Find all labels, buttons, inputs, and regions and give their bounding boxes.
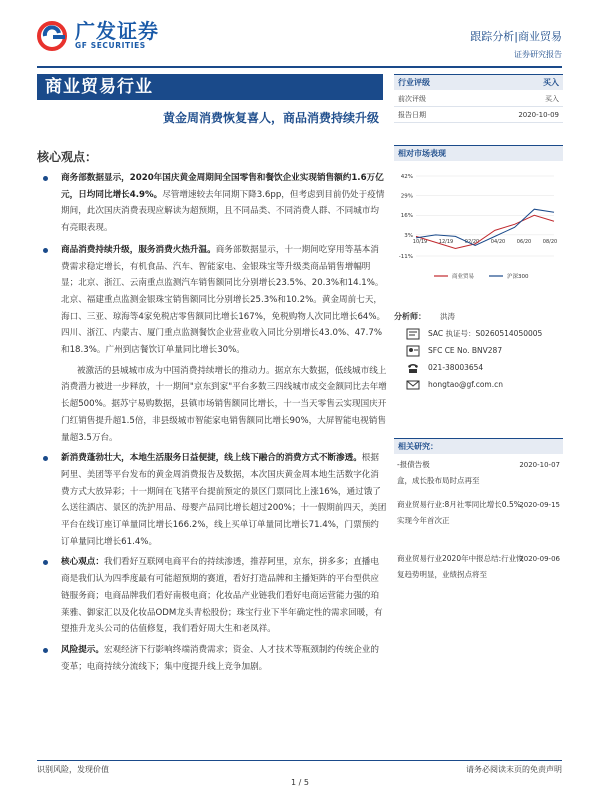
paragraph [37,363,387,447]
phone-icon [404,361,422,374]
sfc-row [394,342,563,359]
relative-performance-chart [394,168,563,288]
phone-number: 021-38003654 [428,363,484,372]
bullet-icon [43,648,48,653]
related-item[interactable] [394,551,560,583]
legend-label: 商业贸易 [452,274,475,280]
rating-header [394,74,563,90]
bullet-icon [43,248,48,253]
x-tick-label: 10/19 [412,238,428,245]
report-type: 跟踪分析|商业贸易 [470,30,562,43]
paragraph-lead: 新消费蓬勃壮大，本地生活服务日益便捷，线上线下融合的消费方式不断渗透。 [61,453,362,464]
company-logo [37,21,159,51]
y-tick-label: -11% [398,254,413,260]
report-date-row [394,107,563,123]
sac-number: SAC 执证号：S0260514050005 [428,329,543,338]
paragraph-body: 我们看好互联网电商平台的持续渗透，推荐阿里，京东，拼多多；直播电商是我们认为四季度最有可能超预期的赛道，看好打造品牌和主播矩阵的平台型供应链服务商；电商品牌我们看好南极电商；化妆品产业链我们看好电商运营能力强的珀莱雅、御家汇以及化妆品ODM龙头青松股份；珠宝行业下半年确定性的需求回暖，有望推升龙头公司的估值修复，我们看好周大生和老凤祥。 [61,557,383,635]
bullet-icon [43,560,48,565]
header-divider [37,66,562,68]
y-tick-label: 16% [400,213,413,220]
y-tick-label: 3% [404,232,413,239]
gf-logo-icon [37,21,71,51]
footer-divider [37,760,562,761]
logo-cn: 广发证券 [75,19,159,43]
paragraph-body: 被激活的县城城市成为中国消费持续增长的推动力。据京东大数据，低线城市线上消费潜力被进一步释放，十一期间"京东到家"平台多数三四线城市成交金额同比去年增长超500%。据苏宁易购数据，县镇市场销售额同比增长，十一当天零售云实现国庆开门红销售提升超1.5倍，非县级城市智能家电销售额同比增长90%，大屏智能电视销售量超3.5万台。 [61,365,387,443]
market-section-header: 相对市场表现 [394,145,563,161]
footer-disclaimer: 请务必阅读末页的免责声明 [466,765,562,774]
x-tick-label: 04/20 [490,238,506,245]
paragraph [37,170,387,237]
analyst-title: 分析师： [394,312,426,321]
related-research [394,438,563,583]
bullet-icon [43,176,48,181]
chart-svg [394,168,563,288]
report-subtitle: 黄金周消费恢复喜人，商品消费持续升级 [162,111,379,125]
report-date-label: 报告日期 [398,110,426,119]
sfc-number: SFC CE No. BNV287 [428,346,503,355]
related-date: 2020-09-06 [519,555,560,563]
related-date: 2020-10-07 [519,461,560,469]
paragraph-body: 商务部数据显示，十一期间吃穿用等基本消费需求稳定增长，有机食品、汽车、智能家电、金银珠宝等升级类商品销售增幅明显；北京、浙江、云南重点监测汽车销售额同比分别增长23.5%、20.3%和14.1%。北京、福建重点监测金银珠宝销售额同比分别增长25.3%和10.2%。黄金周前七天，海口、三亚、琼海等4家免税店零售额同比增长167%，免税购物人次同比增长64%。四川、浙江、内蒙古、厦门重点监测餐饮企业营业收入同比分别增长43.0%、47.7%和18.3%。广州到店餐饮订单量同比增长30%。 [61,244,386,356]
paragraph-lead: 风险提示。 [61,644,104,655]
related-title: 商业贸易行业:8月社零同比增长0.5%，实现今年首次正 [397,500,529,525]
paragraph-body: 根据阿里、美团等平台发布的黄金周消费报告及数据，本次国庆黄金周本地生活数字化消费方式大放异彩；十一期间在飞猪平台提前预定的景区门票同比上涨16%，通过饿了么送往酒店、景区的洗护用品、母婴产品同比增长超过200%；十一假期前四天，美团平台在线订座订单量同比增长166.2%，线上买单订单量同比增长71.4%，门票预约订单量同比增长61.4%。 [61,453,387,547]
page-number: 1 / 5 [291,778,309,787]
paragraph-lead: 商品消费持续升级，服务消费火热升温。 [61,244,216,255]
related-item[interactable] [394,497,560,529]
paragraph [37,242,387,359]
paragraph [37,642,387,675]
header-right [470,28,562,60]
rating-details [394,91,563,123]
report-category: 证券研究报告 [514,50,562,59]
footer-slogan: 识别风险，发现价值 [37,765,109,774]
email-address[interactable]: hongtao@gf.com.cn [428,380,503,389]
main-text [37,170,387,675]
paragraph-body: 宏观经济下行影响终端消费需求；资金、人才技术等瓶颈制约传统企业的变革；电商持续分流线下；集中度提升线上竞争加剧。 [61,644,379,672]
analyst-section [394,308,563,393]
phone-row [394,359,563,376]
related-title: 盒，成长股布局时点再至 [397,476,480,485]
x-tick-label: 06/20 [516,238,532,245]
related-title: 商业贸易行业2020年中报总结:行业恢复趋势明显，业绩拐点将至 [397,554,524,579]
paragraph-lead: 核心观点： [61,557,104,568]
x-tick-label: 12/19 [438,238,454,245]
x-tick-label: 02/20 [464,238,480,245]
legend-label: 沪深300 [507,274,529,280]
sac-row [394,325,563,342]
industry-banner: 商业贸易行业 [37,74,383,100]
paragraph-lead: 商务部数据显示，2020年国庆黄金周期间全国零售和餐饮企业实现销售额约1.6万亿元，日均同比增长4.9%。 [61,173,384,200]
series-line-0 [416,215,554,248]
prev-rating-label: 前次评级 [398,94,426,103]
paragraph [37,554,387,638]
email-icon [404,378,422,391]
related-header: 相关研究： [394,438,563,454]
related-date: 2020-09-15 [519,501,560,509]
prev-rating-row [394,91,563,107]
report-date-value: 2020-10-09 [518,110,559,119]
related-title: -报债告极 [397,460,430,469]
y-tick-label: 42% [400,174,413,180]
paragraph [37,450,387,550]
prev-rating-value: 买入 [545,94,559,103]
related-item[interactable] [394,473,563,489]
logo-en: GF SECURITIES [75,41,146,50]
analyst-name-row [394,308,563,325]
rating-value: 买入 [543,78,559,87]
related-item[interactable] [394,457,563,473]
id-card-icon [404,344,422,357]
core-title: 核心观点： [37,150,98,164]
x-tick-label: 08/20 [542,238,558,245]
series-line-1 [416,209,554,245]
certificate-icon [404,327,422,340]
bullet-icon [43,456,48,461]
paragraph-body: 尽管增速较去年同期下降3.6pp，但考虑到目前仍处于疫情期间，此次国庆消费表现应解读为超预期，且不同品类、不同消费人群、不同城市均有亮眼表现。 [61,189,385,234]
y-tick-label: 29% [400,193,413,200]
analyst-name: 洪涛 [440,312,455,321]
email-row [394,376,563,393]
rating-label: 行业评级 [398,78,430,87]
